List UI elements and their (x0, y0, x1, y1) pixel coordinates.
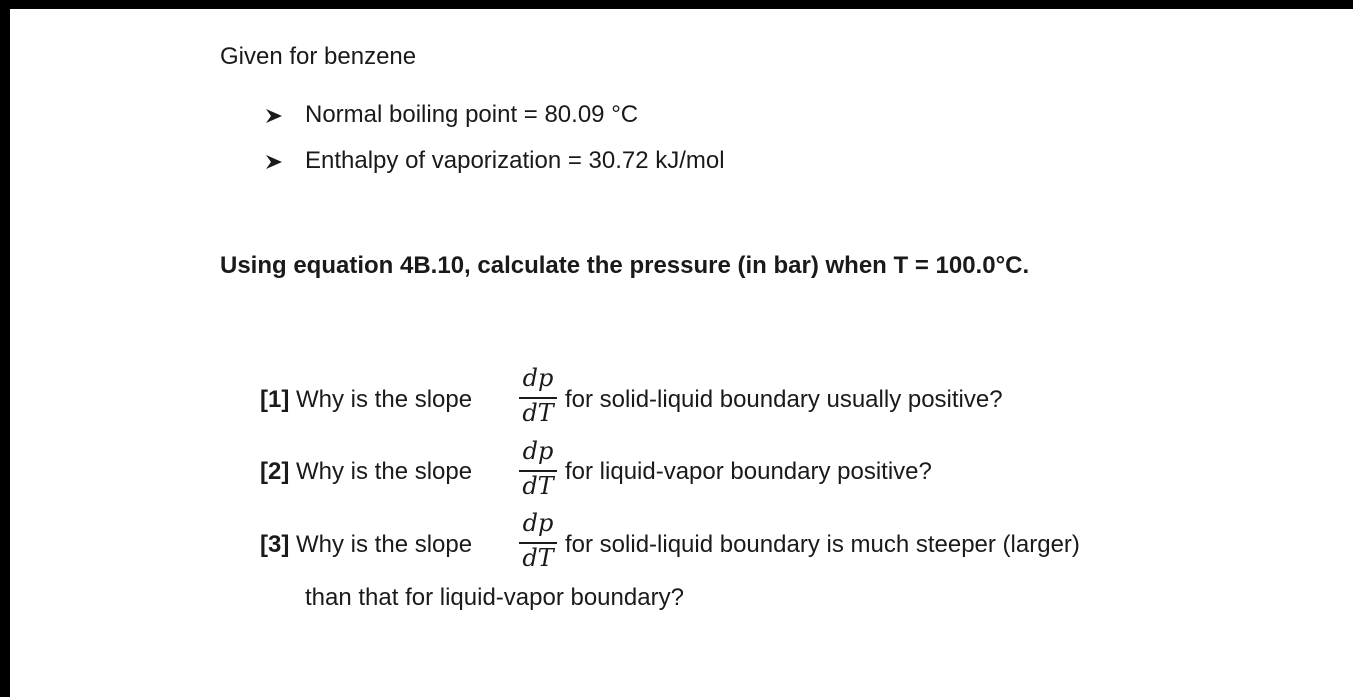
question-1-prefix-text: Why is the slope (296, 386, 473, 413)
arrow-bullet-icon (265, 108, 283, 124)
question-2-prefix (260, 457, 472, 487)
fraction-numerator: dp (522, 509, 554, 537)
fraction-numerator: dp (522, 437, 554, 465)
question-3-number: [3] (260, 531, 290, 558)
document-page (10, 9, 1353, 697)
fraction-denominator: dT (522, 544, 554, 572)
fraction-denominator: dT (522, 472, 554, 500)
question-1-number: [1] (260, 386, 290, 413)
fraction-numerator: dp (522, 364, 554, 392)
instruction-text: Using equation 4B.10, calculate the pressure (in bar) when T = 100.0°C. (220, 252, 1030, 279)
question-3-prefix (260, 530, 472, 560)
bullet-enthalpy: Enthalpy of vaporization = 30.72 kJ/mol (305, 147, 725, 174)
question-3-prefix-text: Why is the slope (296, 531, 473, 558)
question-2-suffix: for liquid-vapor boundary positive? (565, 458, 932, 485)
intro-text: Given for benzene (220, 43, 417, 70)
question-1-suffix: for solid-liquid boundary usually positive? (565, 386, 1003, 413)
question-2-prefix-text: Why is the slope (296, 458, 473, 485)
question-2-number: [2] (260, 458, 290, 485)
question-3-continuation: than that for liquid-vapor boundary? (305, 584, 684, 611)
arrow-bullet-icon (265, 154, 283, 170)
fraction-denominator: dT (522, 399, 554, 427)
question-3-suffix: for solid-liquid boundary is much steeper (larger) (565, 531, 1080, 558)
question-1-prefix (260, 385, 472, 415)
bullet-boiling-point: Normal boiling point = 80.09 °C (305, 101, 639, 128)
